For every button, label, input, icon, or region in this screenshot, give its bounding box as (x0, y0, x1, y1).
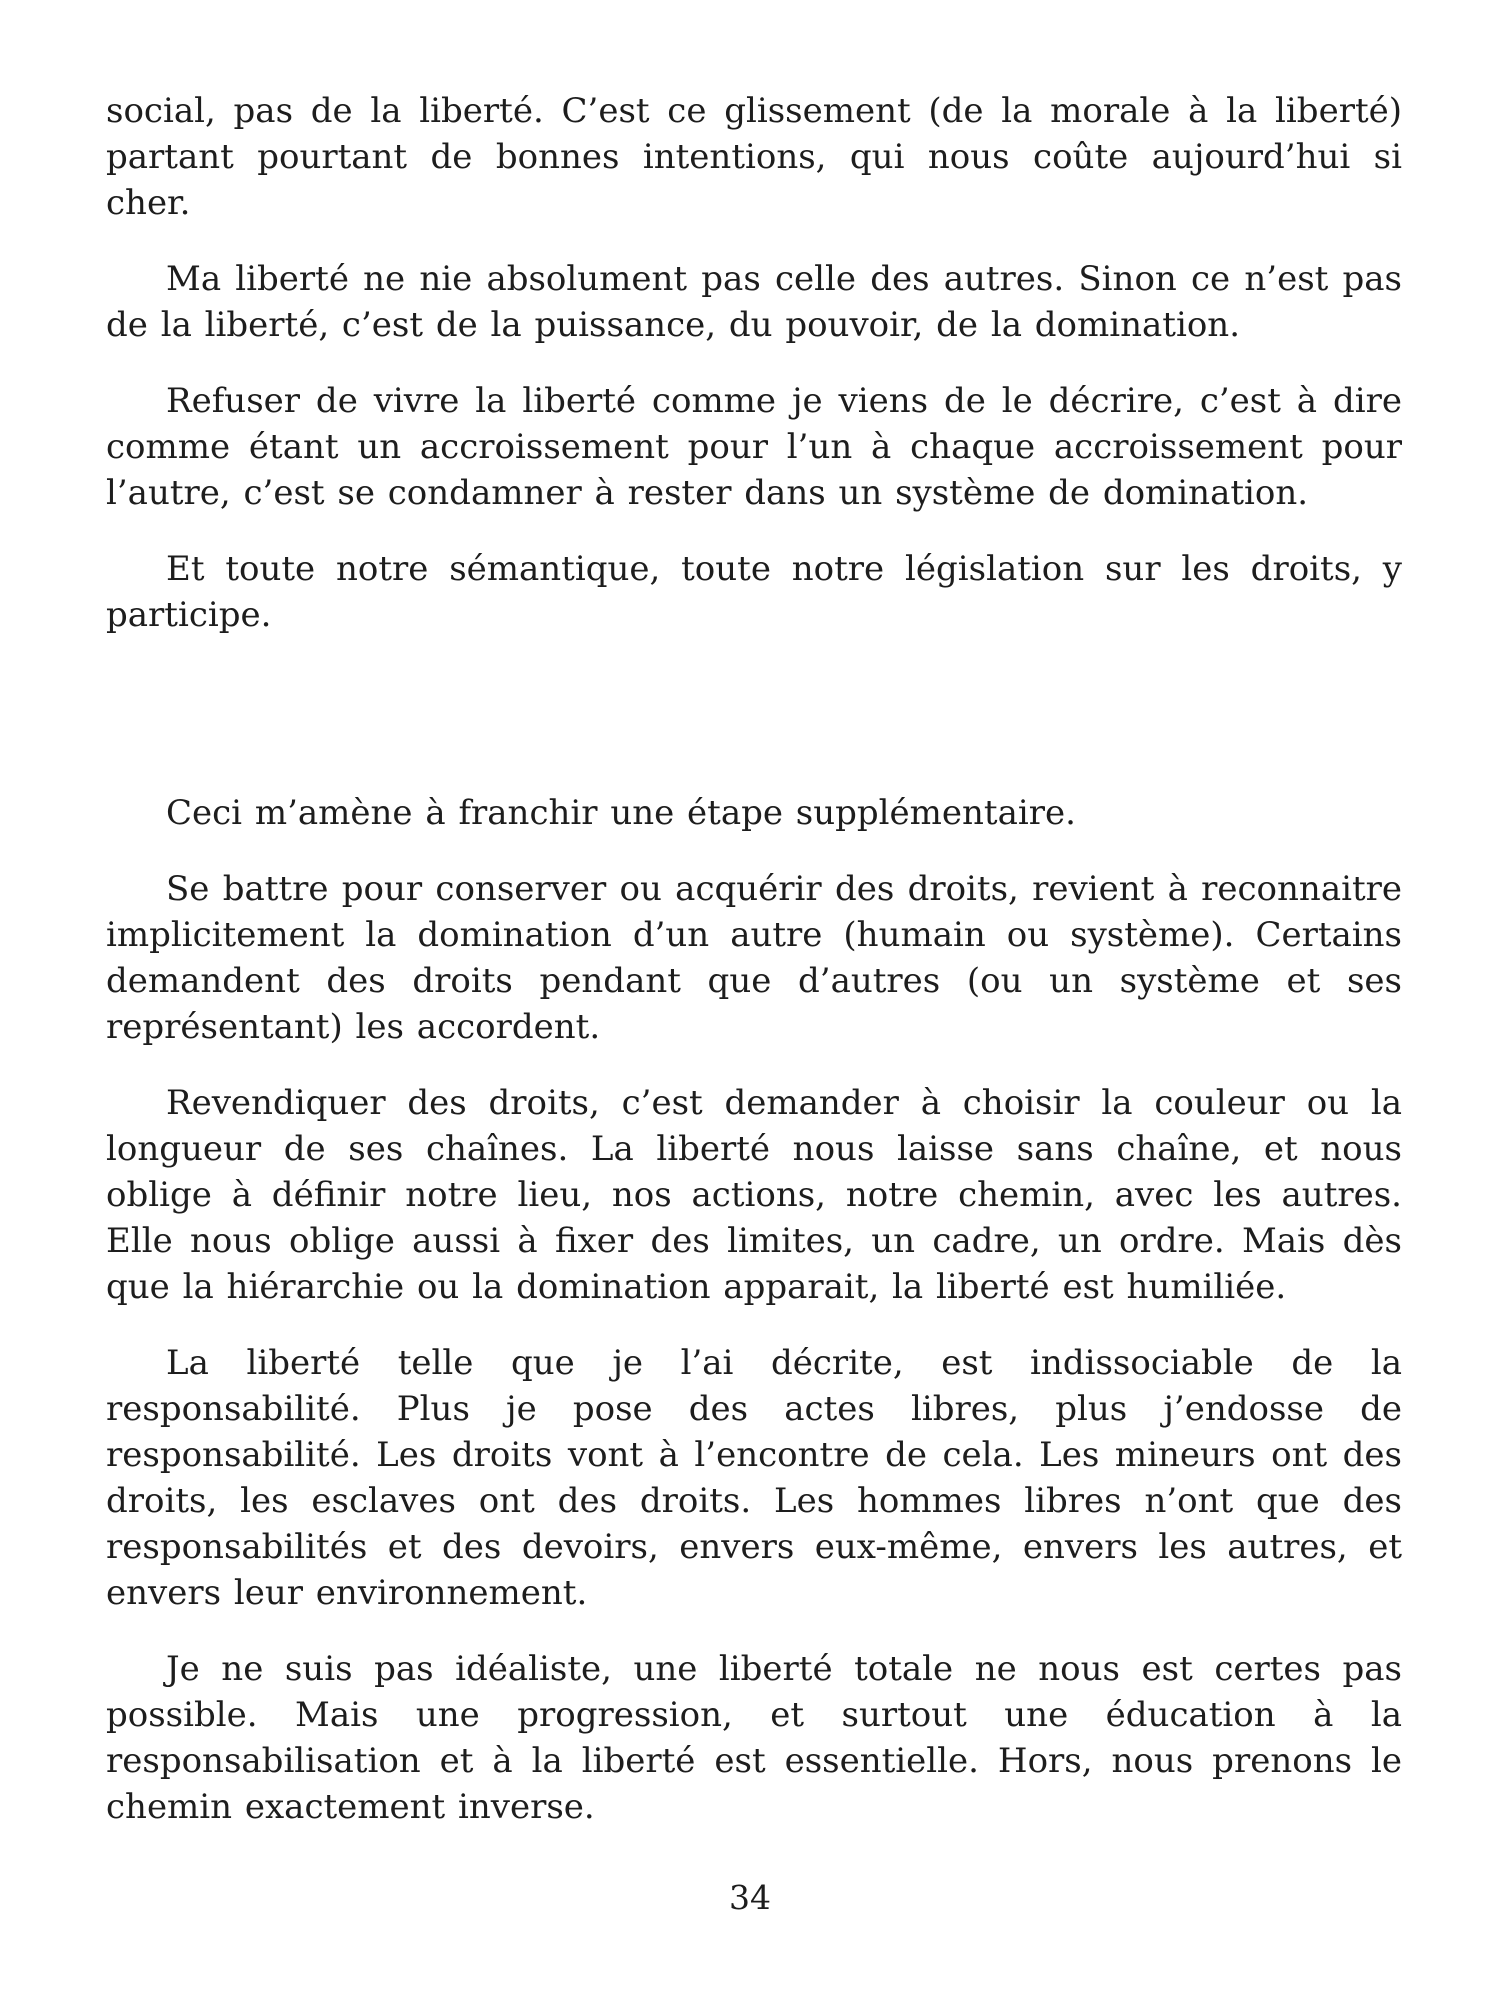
paragraph: Ceci m’amène à franchir une étape supplémentaire. (166, 793, 1076, 833)
paragraph: Et toute notre sémantique, toute notre législation sur les droits, y participe. (106, 549, 1402, 635)
page-number: 34 (729, 1878, 771, 1917)
paragraph: social, pas de la liberté. C’est ce glissement (de la morale à la liberté) partant pourtant de bonnes intentions, qui nous coûte aujourd’hui si cher. (106, 91, 1402, 223)
page-body-text (106, 88, 1402, 1860)
paragraph: Refuser de vivre la liberté comme je viens de le décrire, c’est à dire comme étant un accroissement pour l’un à chaque accroissement pour l’autre, c’est se condamner à rester dans un système de domination. (106, 381, 1402, 513)
paragraph: La liberté telle que je l’ai décrite, est indissociable de la responsabilité. Plus je pose des actes libres, plus j’endosse de responsabilité. Les droits vont à l’encontre de cela. Les mineurs ont des droits, les esclaves ont des droits. Les hommes libres n’ont que des responsabilités et des devoirs, envers eux-même, envers les autres, et envers leur environnement. (106, 1343, 1402, 1613)
paragraph: Ma liberté ne nie absolument pas celle des autres. Sinon ce n’est pas de la liberté, c’est de la puissance, du pouvoir, de la domination. (106, 259, 1402, 345)
paragraph: Je ne suis pas idéaliste, une liberté totale ne nous est certes pas possible. Mais une progression, et surtout une éducation à la responsabilisation et à la liberté est essentielle. Hors, nous prenons le chemin exactement inverse. (106, 1649, 1402, 1827)
paragraph: Revendiquer des droits, c’est demander à choisir la couleur ou la longueur de ses chaînes. La liberté nous laisse sans chaîne, et nous oblige à définir notre lieu, nos actions, notre chemin, avec les autres. Elle nous oblige aussi à fixer des limites, un cadre, un ordre. Mais dès que la hiérarchie ou la domination apparait, la liberté est humiliée. (106, 1083, 1402, 1307)
paragraph: Se battre pour conserver ou acquérir des droits, revient à reconnaitre implicitement la domination d’un autre (humain ou système). Certains demandent des droits pendant que d’autres (ou un système et ses représentant) les accordent. (106, 869, 1402, 1047)
